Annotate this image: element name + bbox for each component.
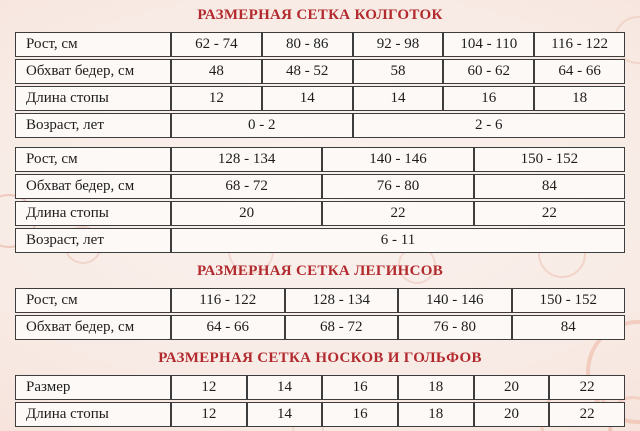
value-cell: 14 <box>247 402 323 427</box>
value-cell: 150 - 152 <box>474 147 625 172</box>
value-cell: 150 - 152 <box>512 288 626 313</box>
value-cell: 14 <box>262 86 353 111</box>
section-title-leggings: РАЗМЕРНАЯ СЕТКА ЛЕГИНСОВ <box>196 263 444 279</box>
value-cell: 20 <box>474 375 550 400</box>
value-cell: 0 - 2 <box>171 113 353 138</box>
table-row <box>15 113 625 138</box>
row-label: Обхват бедер, см <box>15 59 171 84</box>
row-label: Возраст, лет <box>15 113 171 138</box>
value-cell: 68 - 72 <box>171 174 322 199</box>
table-row <box>15 174 625 199</box>
value-cell: 116 - 122 <box>171 288 285 313</box>
table-row <box>15 288 625 313</box>
value-cell: 116 - 122 <box>534 32 625 57</box>
table-row <box>15 201 625 226</box>
row-label: Длина стопы <box>15 402 171 427</box>
value-cell: 62 - 74 <box>171 32 262 57</box>
value-cell: 12 <box>171 402 247 427</box>
tights-size-table-younger <box>15 30 625 140</box>
row-label: Длина стопы <box>15 201 171 226</box>
value-cell: 12 <box>171 86 262 111</box>
row-label: Обхват бедер, см <box>15 315 171 340</box>
value-cell: 48 - 52 <box>262 59 353 84</box>
value-cell: 64 - 66 <box>534 59 625 84</box>
value-cell: 18 <box>534 86 625 111</box>
value-cell: 80 - 86 <box>262 32 353 57</box>
value-cell: 18 <box>398 402 474 427</box>
value-cell: 2 - 6 <box>353 113 625 138</box>
value-cell: 128 - 134 <box>171 147 322 172</box>
row-label: Рост, см <box>15 288 171 313</box>
value-cell: 92 - 98 <box>353 32 444 57</box>
table-row <box>15 402 625 427</box>
table-row <box>15 315 625 340</box>
value-cell: 14 <box>247 375 323 400</box>
section-title-tights: РАЗМЕРНАЯ СЕТКА КОЛГОТОК <box>197 7 443 23</box>
value-cell: 60 - 62 <box>443 59 534 84</box>
tights-size-table-older <box>15 145 625 255</box>
value-cell: 104 - 110 <box>443 32 534 57</box>
table-row <box>15 59 625 84</box>
table-row <box>15 32 625 57</box>
value-cell: 12 <box>171 375 247 400</box>
value-cell: 20 <box>474 402 550 427</box>
value-cell: 14 <box>353 86 444 111</box>
row-label: Рост, см <box>15 147 171 172</box>
row-label: Длина стопы <box>15 86 171 111</box>
table-row <box>15 228 625 253</box>
value-cell: 58 <box>353 59 444 84</box>
value-cell: 140 - 146 <box>322 147 473 172</box>
value-cell: 68 - 72 <box>285 315 399 340</box>
value-cell: 20 <box>171 201 322 226</box>
row-label: Возраст, лет <box>15 228 171 253</box>
row-label: Обхват бедер, см <box>15 174 171 199</box>
value-cell: 22 <box>549 402 625 427</box>
value-cell: 6 - 11 <box>171 228 625 253</box>
value-cell: 84 <box>474 174 625 199</box>
leggings-size-table <box>15 286 625 342</box>
value-cell: 64 - 66 <box>171 315 285 340</box>
row-label: Рост, см <box>15 32 171 57</box>
table-row <box>15 86 625 111</box>
value-cell: 76 - 80 <box>398 315 512 340</box>
value-cell: 84 <box>512 315 626 340</box>
table-row <box>15 147 625 172</box>
socks-size-table <box>15 373 625 429</box>
table-row <box>15 375 625 400</box>
value-cell: 16 <box>322 402 398 427</box>
value-cell: 48 <box>171 59 262 84</box>
value-cell: 22 <box>474 201 625 226</box>
section-title-socks: РАЗМЕРНАЯ СЕТКА НОСКОВ И ГОЛЬФОВ <box>158 350 482 366</box>
row-label: Размер <box>15 375 171 400</box>
value-cell: 16 <box>443 86 534 111</box>
value-cell: 140 - 146 <box>398 288 512 313</box>
value-cell: 128 - 134 <box>285 288 399 313</box>
value-cell: 22 <box>322 201 473 226</box>
value-cell: 22 <box>549 375 625 400</box>
value-cell: 18 <box>398 375 474 400</box>
value-cell: 16 <box>322 375 398 400</box>
value-cell: 76 - 80 <box>322 174 473 199</box>
